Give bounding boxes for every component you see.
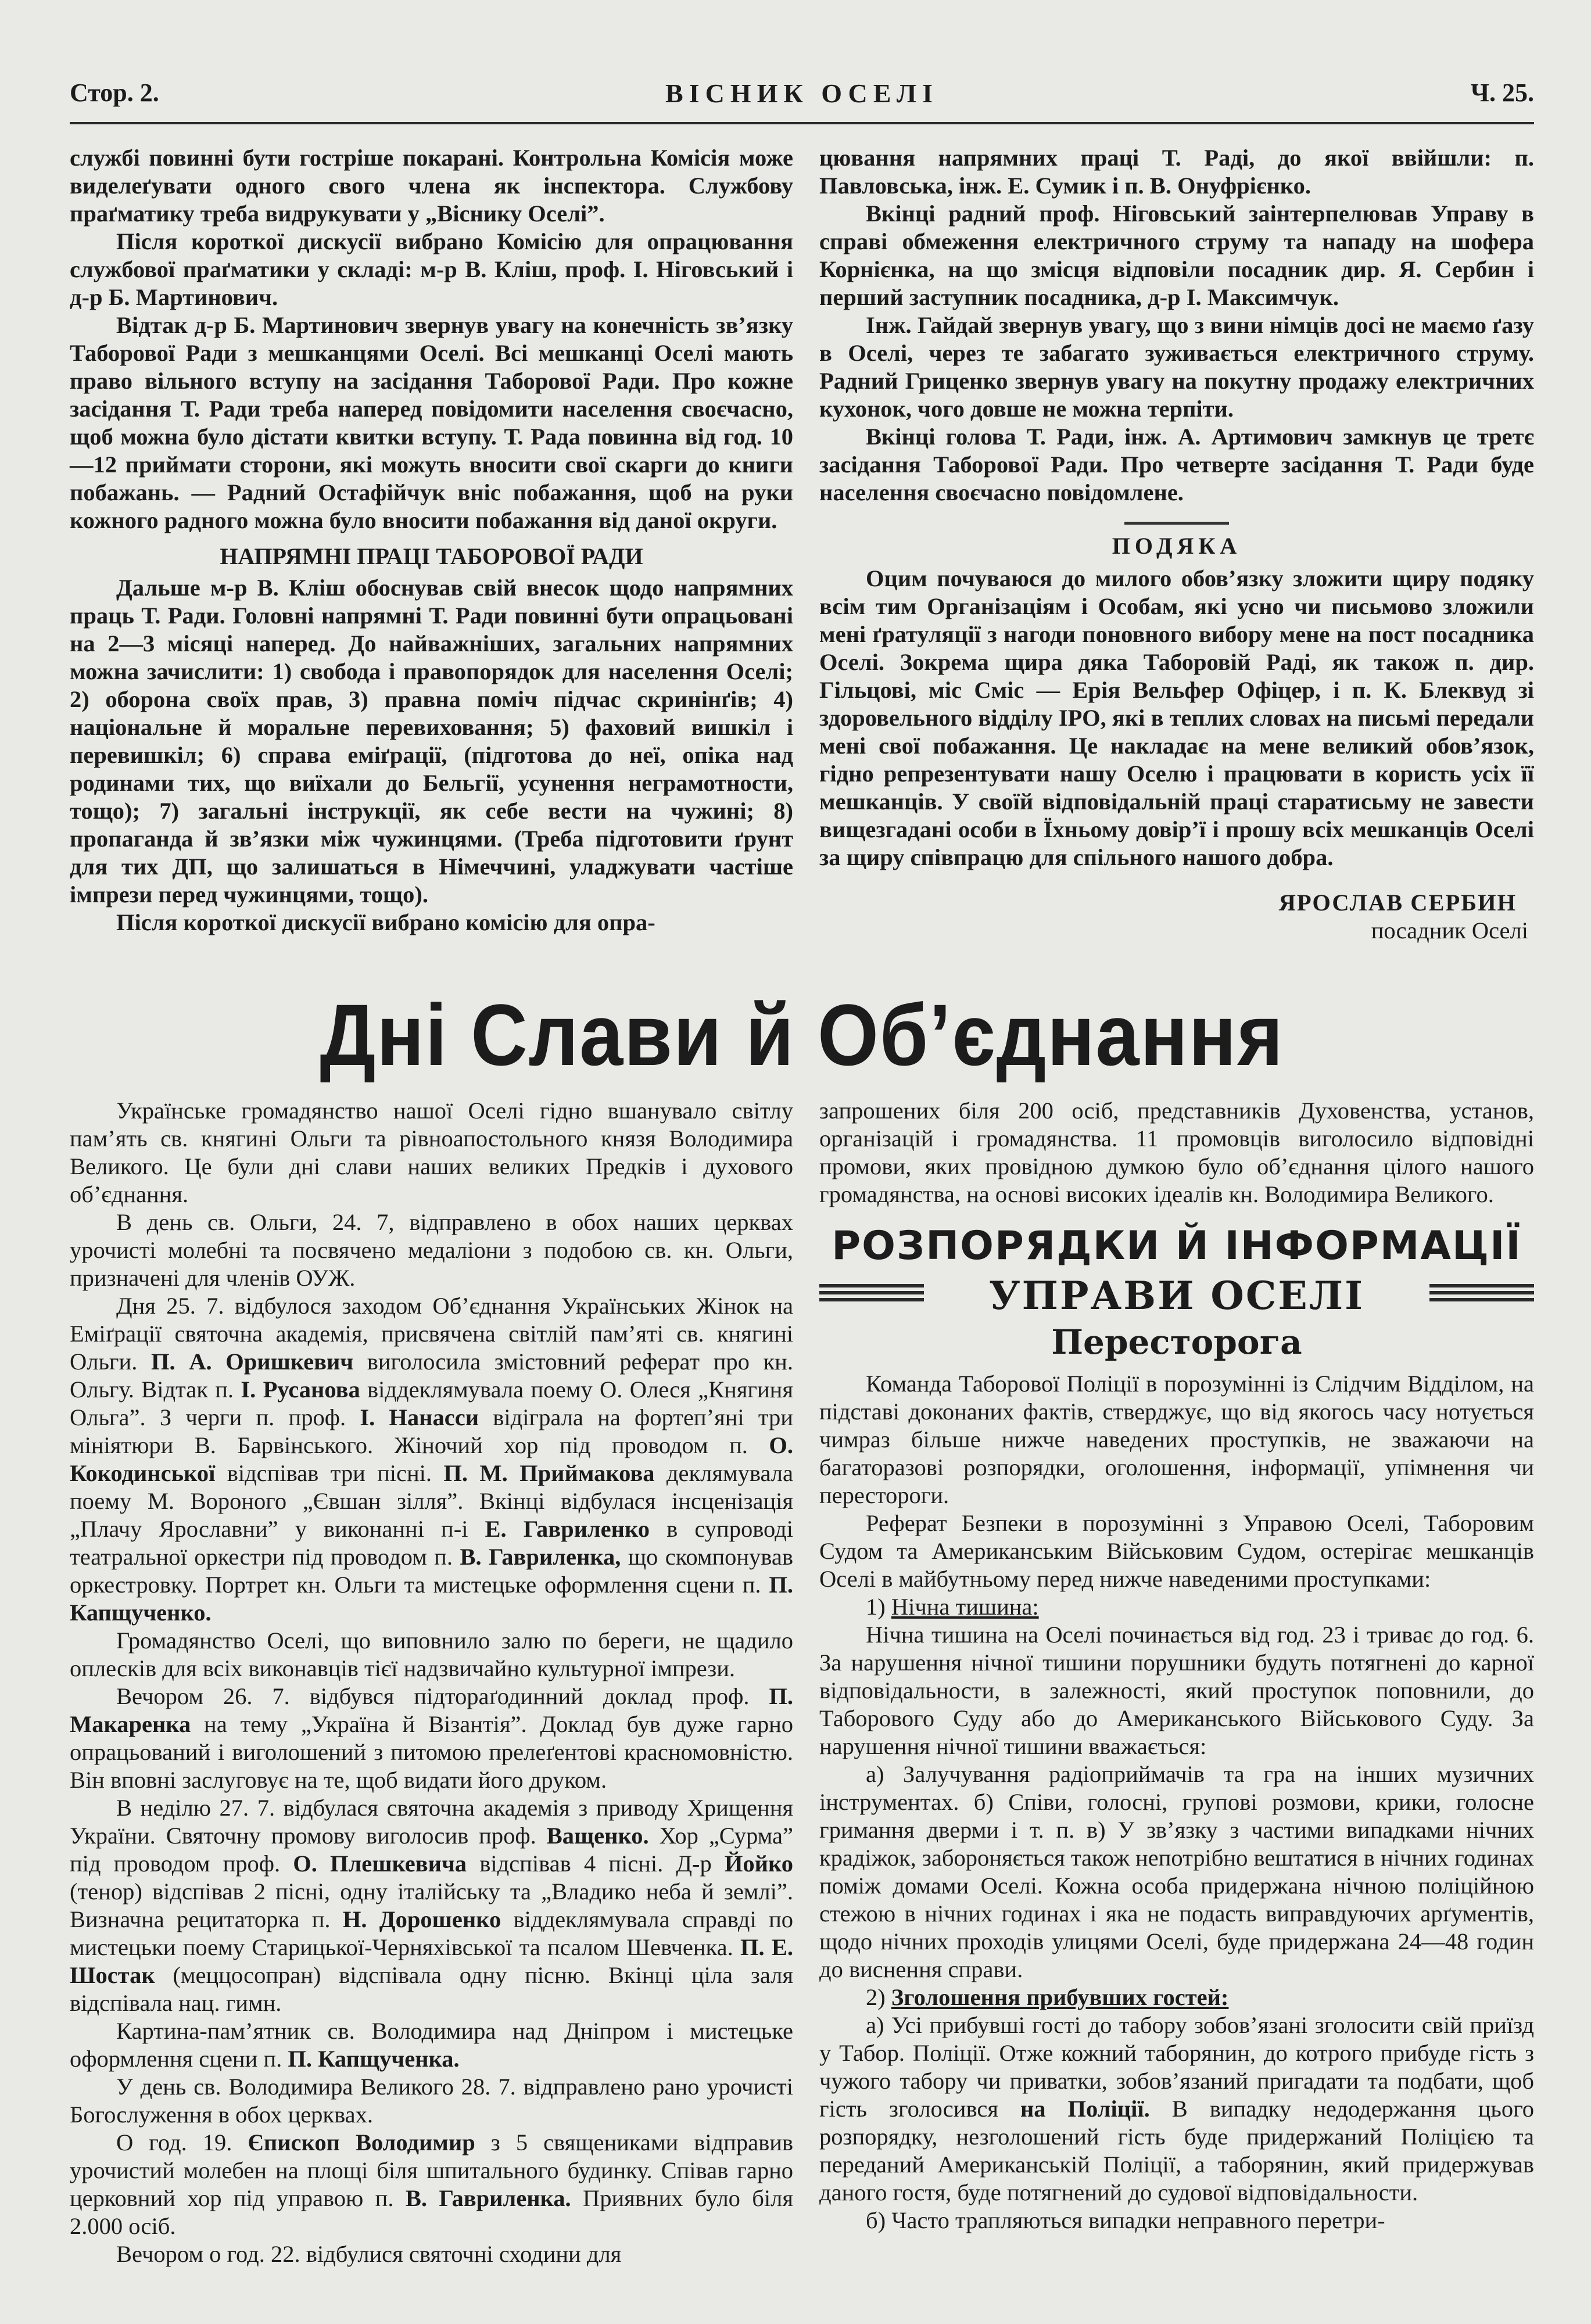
section-subheading: НАПРЯМНІ ПРАЦІ ТАБОРОВОЇ РАДИ — [220, 543, 643, 569]
top-right-column — [819, 144, 1534, 945]
paragraph: Реферат Безпеки в порозумінні з Управою Оселі, Таборовим Судом та Американським Військовим Судом, остерігає мешканців Оселі в майбутньому перед нижче наведеними проступками: — [819, 1510, 1534, 1592]
section-divider — [1124, 522, 1229, 525]
list-heading — [819, 1593, 1534, 1621]
text-run: деклямувала поему М. Вороного „Євшан зілля”. Вкінці відбулася інсценізація „Плачу Ярославни” у виконанні п-і — [70, 1460, 793, 1542]
list-number: 2) — [866, 1984, 891, 2010]
person-name: Е. Гавриленко — [485, 1516, 650, 1542]
person-name: О. Плешкевича — [293, 1850, 467, 1877]
person-name: П. Е. Шостак — [70, 1934, 793, 1988]
issue-number: Ч. 25. — [1470, 78, 1534, 107]
page-number: Стор. 2. — [70, 78, 159, 107]
text-run: віддеклямувала поему О. Олеся „Княгиня Ольга”. З черги п. проф. — [70, 1376, 793, 1430]
bottom-right-column — [819, 1097, 1534, 2235]
thanks-text: Оцим почуваюся до милого обов’язку зложити щиру подяку всім тим Організаціям і Особам, які усно чи письмово зложили мені ґратуляції з нагоди поновного вибору мене на пост посадника Оселі. Зокрема щира дяка Таборовій Раді, як також п. дир. Гільцові, міс Сміс — Ерія Вельфер Офіцер, і п. К. Блеквуд зі здоровельного відділу ІРО, які в теплих словах на письмі передали мені свої побажання. Це накладає на мене великий обов’язок, гідно репрезентувати нашу Оселю і працювати в користь усіх її мешканців. У своїй відповідальній праці старатисьму не завести вищезгадані особи в Їхньому довір’ї і прошу всіх мешканців Оселі за щиру співпрацю для спільного нашого добра. — [819, 565, 1534, 870]
paragraph: Команда Таборової Поліції в порозумінні із Слідчим Відділом, на підставі доконаних фактів, стверджує, що від якогось часу нотується чимраз більше нижче наведених проступків, не зважаючи на багаторазові розпорядки, оголошення, інформації, упімнення чи перестороги. — [819, 1371, 1534, 1508]
paragraph: В день св. Ольги, 24. 7, відправлено в обох наших церквах урочисті молебні та посвячено медаліони з подобою св. кн. Ольги, призначені для членів ОУЖ. — [70, 1209, 793, 1291]
person-name: Йойко — [724, 1850, 794, 1877]
paragraph: Дальше м-р В. Кліш обоснував свій внесок щодо напрямних праць Т. Ради. Головні напрямні Т. Ради повинні бути опрацьовані на 2—3 місяці наперед. До найважніших, загальних напрямних можна зачислити: 1) свобода і правопорядок для населення Оселі; 2) оборона своїх прав, 3) правна поміч підчас скринінґів; 4) національне й моральне перевиховання; 5) фаховий вишкіл і перевишкіл; 6) справа еміґрації, (підготова до неї, опіка над родинами тих, що виїхали до Бельгії, усунення неграмотности, тощо); 7) загальні інструкції, як себе вести на чужині; 8) пропаганда й зв’язки між чужинцями. (Треба підготовити ґрунт для тих ДП, що залишаться в Німеччині, уладжувати частіше імпрези перед чужинцями, тощо). — [70, 575, 793, 908]
announcements-heading: РОЗПОРЯДКИ Й ІНФОРМАЦІЇ — [832, 1223, 1522, 1269]
person-name: П. Капщученка. — [288, 2046, 460, 2072]
paragraph — [70, 2017, 793, 2073]
page-header — [70, 76, 1534, 124]
paragraph: Нічна тишина на Оселі починається від год. 23 і триває до год. 6. За нарушення нічної тишини порушники будуть потягнені до карної відповідальности, в залежності, який проступок поповнили, до Таборового Суду або до Американського Військового Суду. За нарушення нічної тишини вважається: — [819, 1622, 1534, 1759]
decorative-stripes — [819, 1284, 924, 1307]
person-name: П. М. Приймакова — [443, 1460, 655, 1486]
text-run: Вечором 26. 7. відбувся підтораґодинний доклад проф. — [116, 1683, 769, 1709]
person-name: В. Гавриленка, — [460, 1544, 621, 1570]
paragraph: Громадянство Оселі, що виповнило залю по береги, не щадило оплесків для всіх виконавців тієї надзвичайно культурної імпрези. — [70, 1627, 793, 1681]
paragraph — [70, 1794, 793, 2017]
paragraph: Відтак д-р Б. Мартинович звернув увагу на конечність зв’язку Таборової Ради з мешканцями Оселі. Всі мешканці Оселі мають право вільного вступу на засідання Таборової Ради. Про кожне засідання Т. Ради треба наперед повідомити населення своєчасно, щоб можна було дістати квитки вступу. Т. Рада повинна від год. 10—12 приймати сторони, які можуть вносити свої скарги до книги побажань. — Радний Остафійчук вніс побажання, щоб на руки кожного радного можна було вносити побажання від даної округи. — [70, 312, 793, 533]
person-name: П. Капщученко. — [70, 1572, 793, 1626]
text-run: (тенор) відспівав 2 пісні, одну італійську та „Владико неба й землі”. Визначна рецитаторка п. — [70, 1878, 793, 1932]
text-run: О год. 19. — [116, 2129, 248, 2156]
warning-heading: Пересторога — [1051, 1322, 1302, 1362]
decorative-stripes — [1429, 1284, 1534, 1307]
text-run: а) Усі прибувші гості до табору зобов’язані зголосити свій приїзд у Табор. Поліції. Отже кожний таборянин, до котрого прибуде гість з чужого табору чи приватки, зобов’язаний пригадати та подбати, щоб гість зголосився — [819, 2012, 1534, 2122]
text-run: на тему „Україна й Візантія”. Доклад був дуже гарно опрацьований і виголошений з питомою прелеґентові красномовністю. Він вповні заслуговує на те, щоб видати його друком. — [70, 1711, 793, 1793]
text-run: (меццосопран) відспівала одну пісню. Вкінці ціла заля відспівала нац. гимн. — [70, 1962, 793, 2016]
paragraph — [70, 2129, 793, 2240]
announcements-subheading — [819, 1271, 1534, 1320]
bottom-left-column — [70, 1097, 793, 2268]
text-run: В випадку недодержання цього розпорядку, незголошений гість буде придержаний Поліцією та переданий Американській Поліції, а таборянин, який придержував даного гостя, буде потягнений до судової відповідальности. — [819, 2096, 1534, 2205]
signature-name: ЯРОСЛАВ СЕРБИН — [1278, 890, 1517, 916]
text-run: В неділю 27. 7. відбулася святочна академія з приводу Хрищення України. Святочну промову виголосив проф. — [70, 1795, 793, 1849]
paragraph — [70, 1683, 793, 1794]
person-name: І. Нанасси — [360, 1404, 479, 1430]
text-run: що скомпонував оркестровку. Портрет кн. Ольги та мистецьке оформлення сцени п. — [70, 1544, 793, 1598]
paragraph: Інж. Гайдай звернув увагу, що з вини німців досі не маємо ґазу в Оселі, через те забагато зуживається електричного струму. Радний Гриценко звернув увагу на покутну продажу електричних кухонок, чого довше не можна терпіти. — [819, 312, 1534, 422]
person-name: І. Русанова — [241, 1376, 360, 1403]
text-run: в супроводі театральної оркестри під проводом п. — [70, 1516, 793, 1570]
paragraph: Українське громадянство нашої Оселі гідно вшанувало світлу пам’ять св. княгині Ольги та рівноапостольного князя Володимира Великого. Це були дні слави наших великих Предків і духового об’єднання. — [70, 1098, 793, 1207]
paragraph: цювання напрямних праці Т. Раді, до якої ввійшли: п. Павловська, інж. Е. Сумик і п. В. Онуфрієнко. — [819, 145, 1534, 199]
text-run: відспівав три пісні. — [215, 1460, 444, 1486]
list-number: 1) — [866, 1594, 891, 1620]
paragraph: Вечором о год. 22. відбулися святочні сходини для — [116, 2241, 622, 2267]
paragraph: службі повинні бути гостріше покарані. Контрольна Комісія може виделеґувати одного свого члена як інспектора. Службову праґматику треба видрукувати у „Віснику Оселі”. — [70, 145, 793, 227]
paragraph: Після короткої дискусії вибрано Комісію для опрацювання службової праґматики у складі: м-р В. Кліш, проф. І. Ніговський і д-р Б. Мартинович. — [70, 228, 793, 310]
top-left-column — [70, 144, 793, 937]
text-run: Хор „Сурма” під проводом проф. — [70, 1823, 793, 1877]
text-run: Картина-пам’ятник св. Володимира над Дніпром і мистецьке оформлення сцени п. — [70, 2018, 793, 2072]
text-run: виголосила змістовний реферат про кн. Ольгу. Відтак п. — [70, 1349, 793, 1403]
paragraph — [70, 1292, 793, 1627]
signature-role: посадник Оселі — [1371, 917, 1528, 944]
paragraph: б) Часто трапляються випадки неправного перетри- — [866, 2207, 1385, 2233]
text-run: з 5 священиками відправив урочистий молебен на площі біля шпитального будинку. Співав гарно церковний хор під управою п. — [70, 2129, 793, 2211]
person-name: Н. Дорошенко — [342, 1906, 501, 1932]
emphasis: на Поліції. — [1020, 2096, 1150, 2122]
person-name: Єпископ Володимир — [248, 2129, 475, 2156]
paragraph: а) Залучування радіоприймачів та гра на інших музичних інструментах. б) Співи, голосні, групові розмови, крики, голосне гримання дверми і т. п. в) У зв’язку з частими випадками нічних крадіжок, забороняється також непотрібно вештатися в нічних годинах поміж домами Оселі. Кожна особа придержана нічною поліційною стежою в нічних годинах і яка не подасть виправдуючих арґументів, щодо нічних проходів улицями Оселі, буде придержана 24—48 годин до виснення справи. — [819, 1761, 1534, 1982]
paragraph: Вкінці радний проф. Ніговський заінтерпелював Управу в справі обмеження електричного струму та нападу на шофера Корнієнка, на що змісця відповіли посадник дир. Я. Сербин і перший заступник посадника, д-р І. Максимчук. — [819, 200, 1534, 310]
text-run: Приявних було біля 2.000 осіб. — [70, 2185, 793, 2239]
paragraph: Вкінці голова Т. Ради, інж. А. Артимович замкнув це третє засідання Таборової Ради. Про четверте засідання Т. Ради буде населення своєчасно повідомлене. — [819, 424, 1534, 505]
person-name: П. Макаренка — [70, 1683, 793, 1737]
person-name: О. Кокодинської — [70, 1432, 793, 1486]
thanks-heading: ПОДЯКА — [1112, 533, 1242, 559]
paragraph: Після короткої дискусії вибрано комісію для опра- — [116, 909, 655, 935]
person-name: Ващенко. — [546, 1823, 649, 1849]
paragraph — [819, 2011, 1534, 2207]
person-name: В. Гавриленка. — [405, 2185, 571, 2211]
paragraph: запрошених біля 200 осіб, представників Духовенства, установ, організацій і громадянства. 11 промовців виголосило відповідні промови, яких провідною думкою було об’єднання цілого нашого громадянства, на основі високих ідеалів кн. Володимира Великого. — [819, 1098, 1534, 1207]
text-run: віддеклямувала справді по мистецьки поему Старицької-Черняхівської та псалом Шевченка. — [70, 1906, 793, 1960]
text-run: Дня 25. 7. відбулося заходом Об’єднання Українських Жінок на Еміґрації святочна академія, присвячена світлій пам’яті св. княгині Ольги. — [70, 1293, 793, 1375]
list-title: Нічна тишина: — [891, 1594, 1039, 1620]
newspaper-title: ВІСНИК ОСЕЛІ — [665, 78, 939, 108]
main-headline: Дні Слави й Об’єднання — [320, 986, 1284, 1084]
person-name: П. А. Оришкевич — [150, 1349, 354, 1375]
text-run: відіграла на фортеп’яні три мініятюри В. Барвінського. Жіночий хор під проводом п. — [70, 1404, 793, 1458]
list-title: Зголошення прибувших гостей: — [891, 1984, 1229, 2010]
paragraph: У день св. Володимира Великого 28. 7. відправлено рано урочисті Богослуження в обох церквах. — [70, 2074, 793, 2128]
text-run: відспівав 4 пісні. Д-р — [467, 1850, 725, 1877]
list-heading — [819, 1984, 1534, 2011]
announcements-subheading-text: УПРАВИ ОСЕЛІ — [989, 1273, 1364, 1318]
